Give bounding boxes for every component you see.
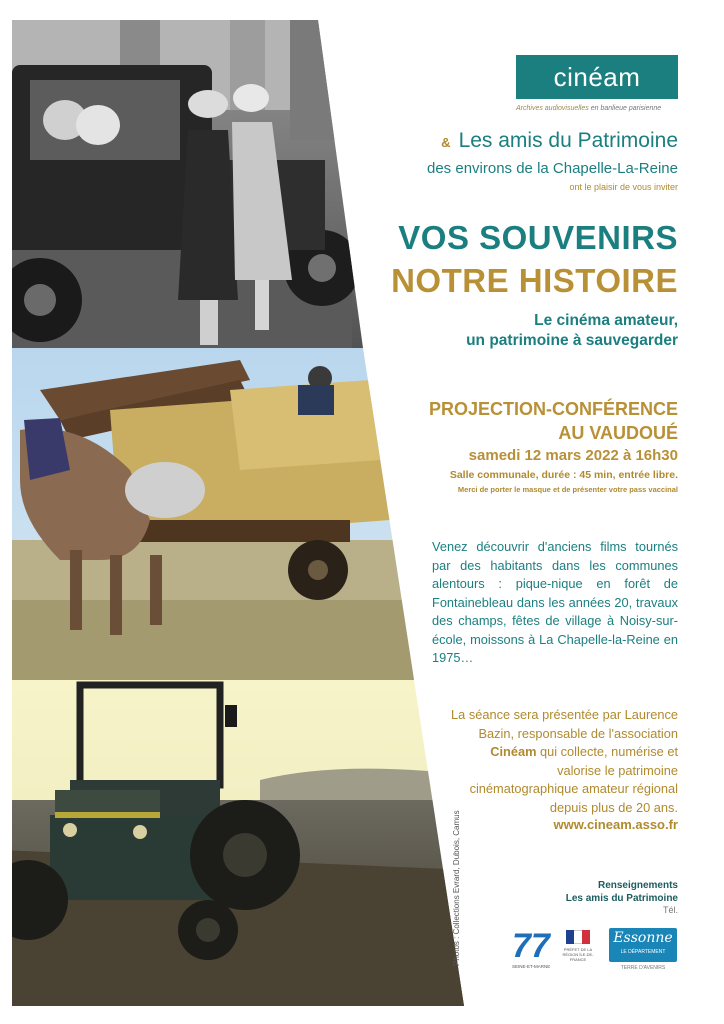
organizer-name: Les amis du Patrimoine: [458, 129, 678, 152]
main-title-line1: VOS SOUVENIRS: [398, 219, 678, 256]
photo-tractor: [0, 675, 470, 1015]
event-title-line2: AU VAUDOUÉ: [558, 423, 678, 443]
main-title-line2: NOTRE HISTOIRE: [391, 262, 678, 299]
description-paragraph: Venez découvrir d'anciens films tournés par des habitants dans les communes alentours : pique-nique en forêt de Fontainebleau dans les années 20, travaux des champs, fêtes de village à Noisy-sur-école, moissons à La Chapelle-la-Reine en 1975…: [432, 539, 678, 665]
presenter-paragraph: La séance sera présentée par Laurence Bazin, responsable de l'association Cinéam qui collecte, numérise et valorise le patrimoine cinématographique amateur régional depuis plus de 20 ans.: [451, 707, 678, 815]
event-venue: Salle communale, durée : 45 min, entrée libre.: [449, 469, 678, 481]
event-title-line1: PROJECTION-CONFÉRENCE: [428, 399, 678, 419]
prefecture-logo: PRÉFET DE LA RÉGION ÎLE-DE-FRANCE: [562, 930, 594, 970]
event-notice: Merci de porter le masque et de présenter votre pass vaccinal: [457, 485, 678, 494]
website-link[interactable]: www.cineam.asso.fr: [553, 817, 678, 832]
subtitle-line2: un patrimoine à sauvegarder: [466, 332, 678, 349]
photo-credits: Photos : Collections Evrard, Dubois, Camus: [452, 810, 461, 966]
event-title: [429, 397, 678, 445]
ampersand: &: [441, 135, 451, 150]
event-date: samedi 12 mars 2022 à 16h30: [468, 447, 678, 464]
contact-tel: Tél.: [662, 905, 678, 915]
contact-org: Les amis du Patrimoine: [565, 893, 678, 904]
cineam-name: Cinéam: [490, 744, 537, 759]
organizer-title: [441, 129, 678, 153]
photo-hay-cart: [0, 340, 420, 685]
subtitle: [466, 311, 678, 351]
contact-block: [566, 879, 678, 905]
invite-line: ont le plaisir de vous inviter: [569, 182, 678, 192]
subtitle-line1: Le cinéma amateur,: [534, 312, 678, 329]
organizer-subtitle: des environs de la Chapelle-La-Reine: [427, 160, 678, 177]
photo-vintage-car: [0, 0, 380, 360]
contact-heading: Renseignements: [597, 880, 678, 891]
cineam-logo: cinéam: [516, 55, 678, 99]
essonne-logo: Essonne LE DÉPARTEMENT TERRE D'AVENIRS: [609, 928, 677, 976]
seine-et-marne-logo: 77 SEINE-ET-MARNE: [512, 927, 551, 969]
cineam-tagline: Archives audiovisuelles en banlieue parisienne: [516, 105, 662, 112]
